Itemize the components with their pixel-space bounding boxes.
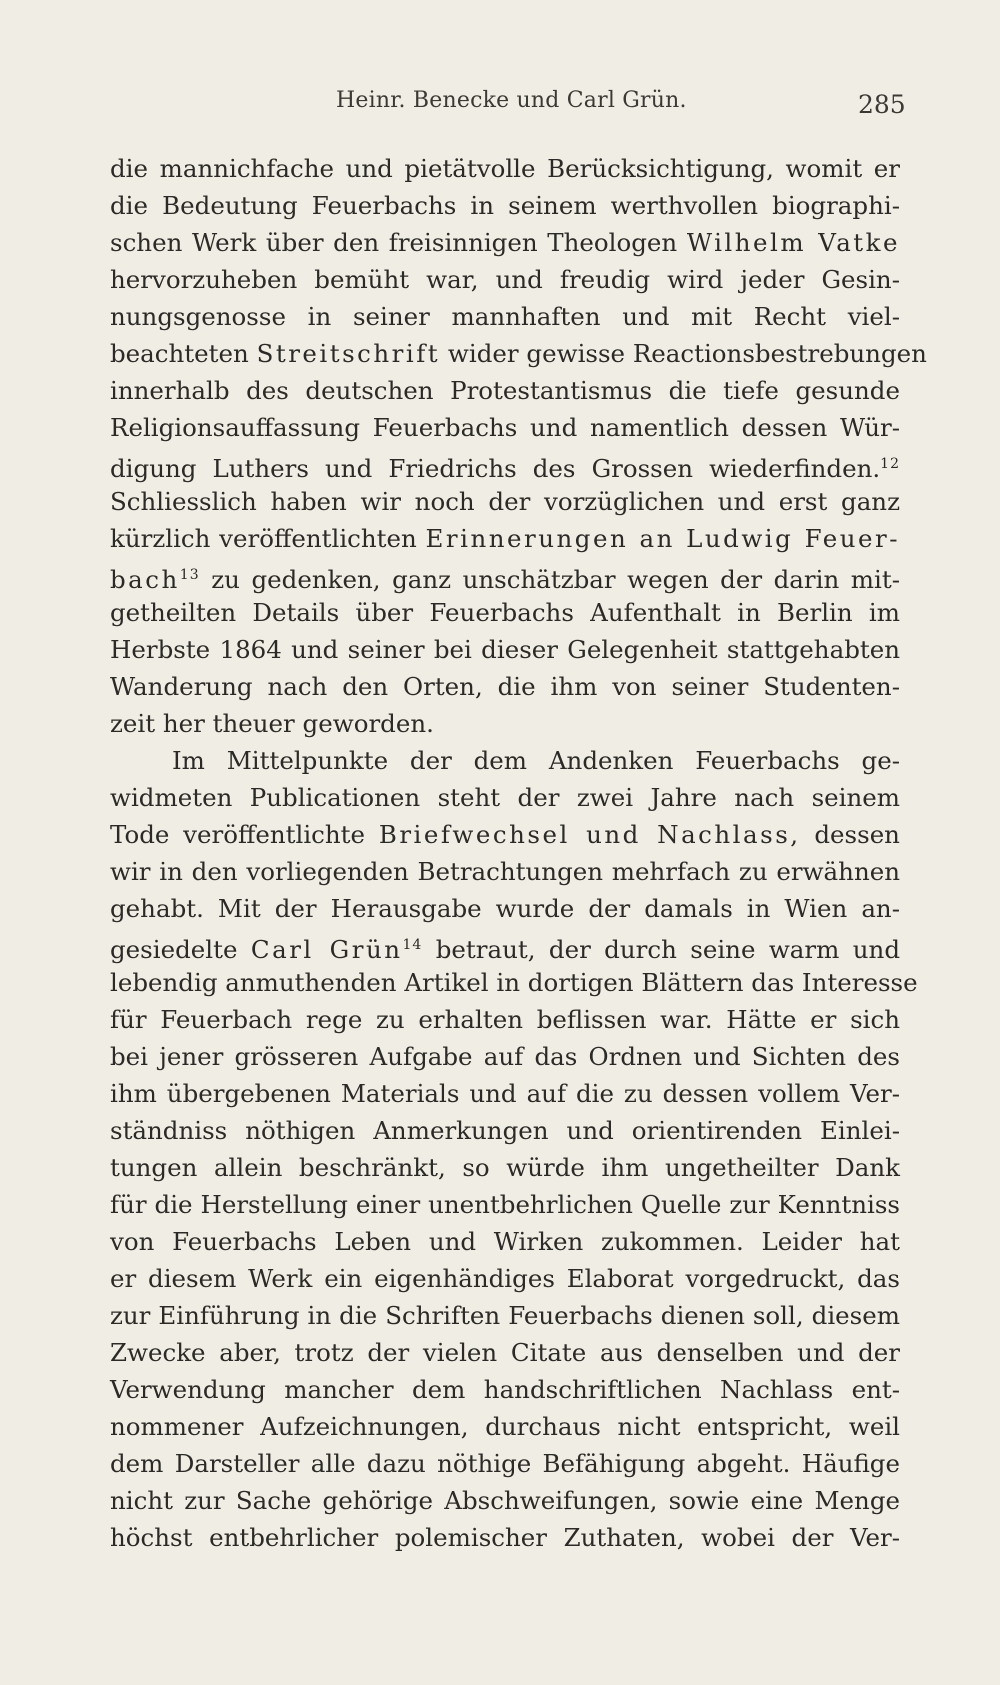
text-line [110,742,900,779]
text-segment: nicht zur Sache gehörige Abschweifungen, sowie eine Menge [110,1486,900,1515]
text-segment: die mannichfache und pietätvolle Berücksichtigung, womit er [110,154,900,183]
text-segment: er diesem Werk ein eigenhändiges Elaborat vorgedruckt, das [110,1264,900,1293]
text-segment: innerhalb des deutschen Protestantismus die tiefe gesunde [110,376,900,405]
emphasis-name: Wilhelm Vatke [686,228,900,257]
text-line [110,1186,900,1223]
emphasis-title: bach [110,565,180,594]
emphasis-title: Erinnerungen an Ludwig Feuer- [425,524,900,553]
text-segment: dessen [814,820,900,849]
text-segment: Verwendung mancher dem handschriftlichen Nachlass ent- [110,1375,900,1404]
text-segment: gehabt. Mit der Herausgabe wurde der damals in Wien an- [110,894,900,923]
text-segment: getheilten Details über Feuerbachs Aufenthalt in Berlin im [110,598,900,627]
text-segment: tungen allein beschränkt, so würde ihm ungetheilter Dank [110,1153,900,1182]
text-line [110,150,900,187]
text-segment: Tode veröffentlichte [110,820,366,849]
text-segment: beachteten [110,339,249,368]
text-line [110,1334,900,1371]
text-segment: widmeten Publicationen steht der zwei Jahre nach seinem [110,783,900,812]
text-line [110,409,900,446]
text-line [110,557,900,594]
text-segment: Herbste 1864 und seiner bei dieser Gelegenheit stattgehabten [110,635,900,664]
text-line [110,631,900,668]
text-segment: von Feuerbachs Leben und Wirken zukommen. Leider hat [110,1227,900,1256]
text-segment: ständniss nöthigen Anmerkungen und orientirenden Einlei- [110,1116,900,1145]
text-segment: höchst entbehrlicher polemischer Zuthaten, wobei der Ver- [110,1523,900,1552]
page-header [0,88,1000,128]
text-segment: zeit her theuer geworden. [110,709,434,738]
emphasis-name: Carl Grün [250,935,403,964]
text-segment: für die Herstellung einer unentbehrlichen Quelle zur Kenntniss [110,1190,900,1219]
page-number: 285 [858,90,906,119]
text-line [110,816,900,853]
text-segment: dem Darsteller alle dazu nöthige Befähigung abgeht. Häufige [110,1449,900,1478]
body-text [110,150,927,1556]
text-line [110,520,900,557]
text-segment: schen Werk über den freisinnigen Theologen [110,228,678,257]
text-segment: zur Einführung in die Schriften Feuerbachs dienen soll, diesem [110,1301,900,1330]
running-head: Heinr. Benecke und Carl Grün. [336,88,687,113]
text-line [110,964,918,1001]
text-line [110,298,900,335]
text-segment: kürzlich veröffentlichten [110,524,417,553]
text-segment: für Feuerbach rege zu erhalten beflissen war. Hätte er sich [110,1005,900,1034]
text-line [110,1482,900,1519]
text-segment: zu gedenken, ganz unschätzbar wegen der darin mit- [211,565,900,594]
text-segment: Im Mittelpunkte der dem Andenken Feuerbachs ge- [172,746,900,775]
text-line [110,1038,900,1075]
text-segment: bei jener grösseren Aufgabe auf das Ordnen und Sichten des [110,1042,900,1071]
text-segment: Wanderung nach den Orten, die ihm von seiner Studenten- [110,672,900,701]
text-line [110,1001,900,1038]
text-line [110,668,900,705]
text-line [110,1149,900,1186]
text-segment: die Bedeutung Feuerbachs in seinem werthvollen biographi- [110,191,900,220]
text-line [110,446,900,483]
text-line [110,261,900,298]
text-line [110,705,900,742]
text-segment: nommener Aufzeichnungen, durchaus nicht entspricht, weil [110,1412,900,1441]
text-segment: ihm übergebenen Materials und auf die zu dessen vollem Ver- [110,1079,900,1108]
text-segment: Zwecke aber, trotz der vielen Citate aus denselben und der [110,1338,900,1367]
text-line [110,1075,900,1112]
text-segment: nungsgenosse in seiner mannhaften und mit Recht viel- [110,302,900,331]
text-line [110,224,900,261]
text-line [110,1408,900,1445]
text-line [110,1445,900,1482]
text-segment: wir in den vorliegenden Betrachtungen mehrfach zu erwähnen [110,857,900,886]
text-line [110,853,900,890]
text-segment: betraut, der durch seine warm und [435,935,900,964]
footnote-reference: 12 [880,456,900,472]
text-line [110,1371,900,1408]
text-line [110,1519,900,1556]
text-line [110,335,927,372]
text-segment: lebendig anmuthenden Artikel in dortigen Blättern das Interesse [110,968,918,997]
text-line [110,594,900,631]
emphasis-title: Streitschrift [256,339,441,368]
text-line [110,1297,900,1334]
text-line [110,890,900,927]
emphasis-title: Briefwechsel und Nachlass, [378,820,801,849]
text-segment: Religionsauffassung Feuerbachs und namentlich dessen Wür- [110,413,900,442]
text-segment: gesiedelte [110,935,238,964]
text-segment: digung Luthers und Friedrichs des Grossen wiederfinden. [110,454,881,483]
text-line [110,1223,900,1260]
text-line [110,187,900,224]
footnote-reference: 14 [402,937,423,953]
text-line [110,1260,900,1297]
text-segment: hervorzuheben bemüht war, und freudig wird jeder Gesin- [110,265,900,294]
text-line [110,927,900,964]
footnote-reference: 13 [179,567,200,583]
text-line [110,779,900,816]
text-segment: wider gewisse Reactionsbestrebungen [447,339,927,368]
text-line [110,372,900,409]
text-segment: Schliesslich haben wir noch der vorzüglichen und erst ganz [110,487,900,516]
text-line [110,1112,900,1149]
text-line [110,483,900,520]
